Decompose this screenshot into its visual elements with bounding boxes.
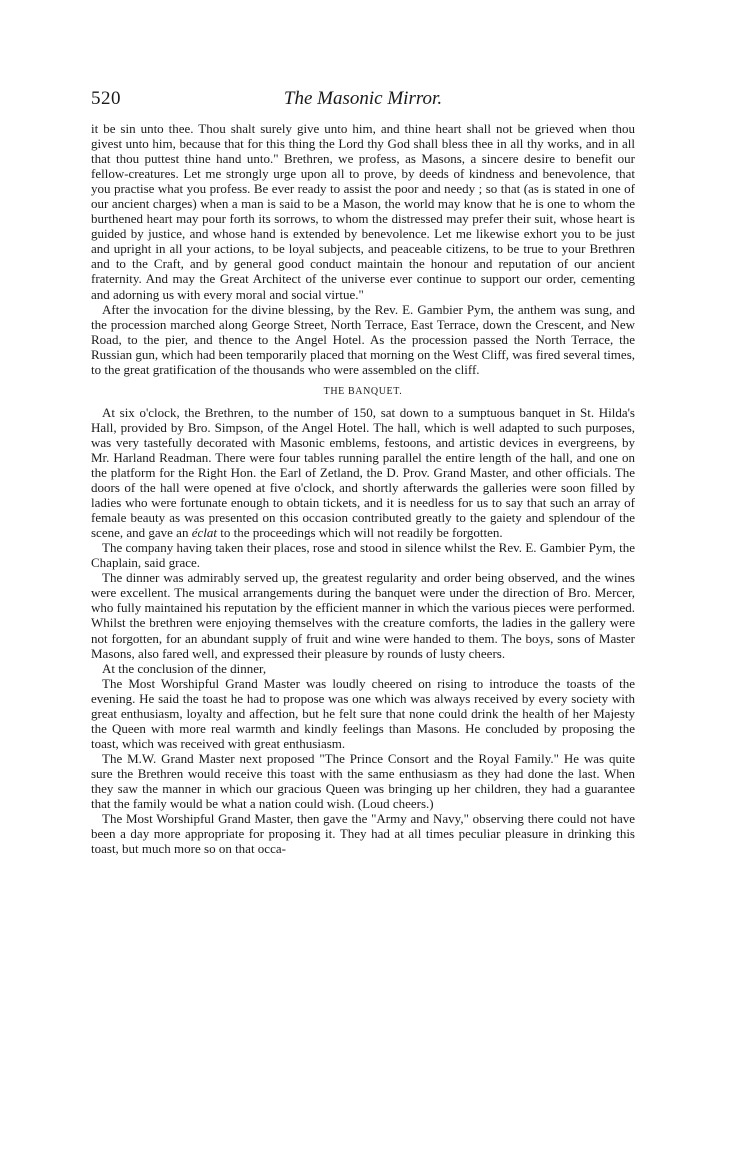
paragraph: The dinner was admirably served up, the greatest regularity and order being observed, and the wines were excellent. The musical arrangements during the banquet were under the direction of Bro. Mercer, who fully maintained his reputation by the efficient manner in which the various pieces were performed. Whilst the brethren were enjoying themselves with the creature comforts, the ladies in the gallery were not forgotten, for an abundant supply of fruit and wine were handed to them. The boys, sons of Master Masons, also fared well, and expressed their pleasure by rounds of lusty cheers. [91,570,635,661]
paragraph: The M.W. Grand Master next proposed "The Prince Consort and the Royal Family." He was quite sure the Brethren would receive this toast with the same enthusiasm as they had done the last. When they saw the manner in which our gracious Queen was bringing up her children, they had a guarantee that the family would be what a nation could wish. (Loud cheers.) [91,750,635,812]
paragraph: it be sin unto thee. Thou shalt surely give unto him, and thine heart shall not be grieved when thou givest unto him, because that for this thing the Lord thy God shall bless thee in all thy works, and in all that thou puttest thine hand unto." Brethren, we profess, as Masons, a sincere desire to benefit our fellow-creatures. Let me strongly urge upon all to prove, by deeds of kindness and benevolence, that you practise what you profess. Be ever ready to assist the poor and needy ; so that (as is stated in one of our ancient charges) when a man is said to be a Mason, the world may know that he is one to whom the burthened heart may pour forth its sorrows, to whom the distressed may prefer their suit, whose heart is guided by justice, and whose hand is extended by benevolence. Let me likewise exhort you to be just and upright in all your actions, to be loyal subjects, and peaceable citizens, to be true to your Brethren and to the Craft, and by general good conduct maintain the honour and reputation of our ancient fraternity. And may the Great Architect of the universe ever continue to support our order, cementing and adorning us with every moral and social virtue." [91,121,635,302]
paragraph: The company having taken their places, rose and stood in silence whilst the Rev. E. Gambier Pym, the Chaplain, said grace. [91,540,635,571]
running-title: The Masonic Mirror. [283,88,443,109]
page-header [91,88,635,118]
paragraph: After the invocation for the divine blessing, by the Rev. E. Gambier Pym, the anthem was sung, and the procession marched along George Street, North Terrace, East Terrace, down the Crescent, and New Road, to the pier, and thence to the Angel Hotel. As the procession passed the North Terrace, the Russian gun, which had been temporarily placed that morning on the West Cliff, was fired several times, to the great gratification of the thousands who were assembled on the cliff. [91,301,635,377]
paragraph: The Most Worshipful Grand Master was loudly cheered on rising to introduce the toasts of the evening. He said the toast he had to propose was one which was always received by every society with great enthusiasm, loyalty and affection, but he felt sure that none could drink the health of her Majesty the Queen with more real warmth and kindly feelings than Masons. He concluded by proposing the toast, which was received with great enthusiasm. [91,675,635,751]
paragraph: The Most Worshipful Grand Master, then gave the "Army and Navy," observing there could not have been a day more appropriate for proposing it. They had at all times peculiar pleasure in drinking this toast, but much more so on that occa- [91,811,635,857]
italic-word: éclat [191,525,217,541]
page-number: 520 [91,88,121,109]
section-heading: THE BANQUET. [323,385,403,397]
paragraph: At the conclusion of the dinner, [102,660,267,676]
page [91,88,635,856]
paragraph: At six o'clock, the Brethren, to the number of 150, sat down to a sumptuous banquet in St. Hilda's Hall, provided by Bro. Simpson, of the Angel Hotel. The hall, which is well adapted to such purposes, was very tastefully decorated with Masonic emblems, festoons, and artistic devices in evergreens, by Mr. Harland Readman. There were four tables running parallel the entire length of the hall, and one on the platform for the Right Hon. the Earl of Zetland, the D. Prov. Grand Master, and other officials. The doors of the hall were opened at five o'clock, and shortly afterwards the galleries were soon filled by ladies who were fortunate enough to obtain tickets, and it is needless for us to say that such an array of female beauty as was presented on this occasion contributed greatly to the gaiety and splendour of the scene, and gave an éclat to the proceedings which will not readily be forgotten. [91,404,635,541]
article-body [91,121,635,856]
